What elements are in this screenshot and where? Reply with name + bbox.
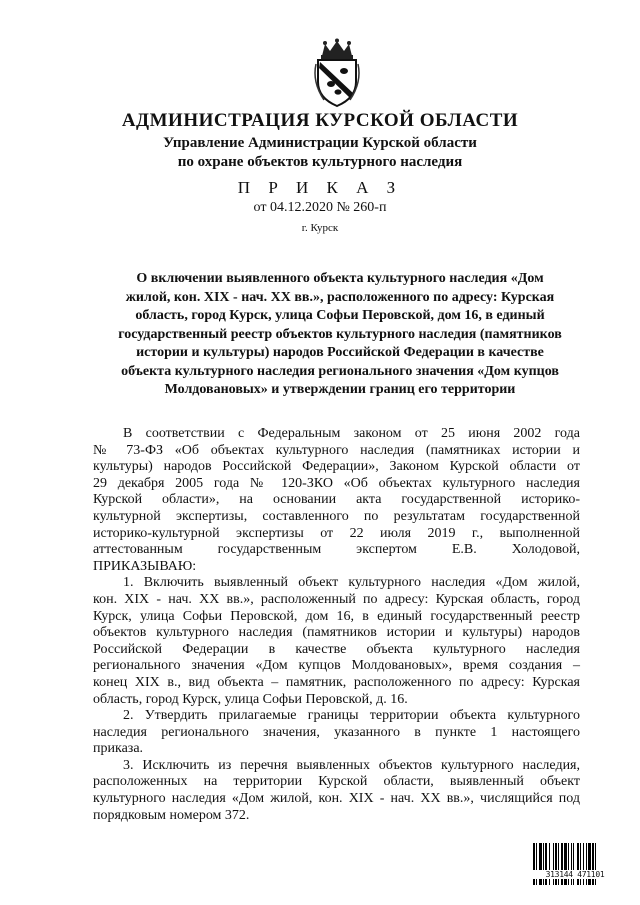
subject-line: жилой, кон. XIX - нач. XX вв.», расположенного по адресу: Курская <box>125 289 555 305</box>
body-line: В соответствии с Федеральным законом от 25 июня 2002 года <box>123 426 580 441</box>
body-line: порядковым номером 372. <box>93 807 250 823</box>
subject-line: истории и культуры) народов Российской Федерации в качестве <box>136 345 544 360</box>
subject-line: государственный реестр объектов культурного наследия (памятников <box>118 326 562 342</box>
body-line: культурной экспертизы, составленного по результатам государственной <box>93 508 580 524</box>
order-city: г. Курск <box>301 222 339 234</box>
body-line: регионального значения «Дом купцов Молдовановых», время создания – <box>93 658 580 674</box>
order-date-number: от 04.12.2020 № 260-п <box>253 200 387 215</box>
body-line: кон. XIX - нач. XX вв.», расположенный по адресу: Курская область, город <box>93 591 580 607</box>
body-line: историко-культурной экспертизы от 22 июля 2019 г., выполненной <box>93 525 580 541</box>
body-line: культуры) народов Российской Федерации», Законом Курской области от <box>93 459 580 475</box>
body-line: 3. Исключить из перечня выявленных объектов культурного наследия, <box>123 757 580 773</box>
department-name <box>0 134 640 172</box>
body-line: культурного наследия «Дом жилой, кон. XIX - нач. XX вв.», числящийся под <box>93 791 580 807</box>
body-line: наследия регионального значения, указанного в пункте 1 настоящего <box>93 724 580 740</box>
body-line: расположенных на территории Курской области, выявленный объект <box>93 774 580 790</box>
body-line: 2. Утвердить прилагаемые границы территории объекта культурного <box>123 708 580 724</box>
body-line: аттестованным государственным экспертом Е.В. Холодовой, <box>93 542 580 558</box>
coat-of-arms-icon <box>310 38 364 108</box>
body-line: приказа. <box>93 741 144 757</box>
body-line: 1. Включить выявленный объект культурного наследия «Дом жилой, <box>123 575 580 591</box>
subject-line: область, город Курск, улица Софьи Перовской, дом 16, в единый <box>135 308 545 323</box>
department-line-1: Управление Администрации Курской области <box>163 135 477 151</box>
body-line: Российской Федерации в качестве объекта культурного наследия <box>93 641 580 657</box>
body-line: конец XIX в., вид объекта – памятник, расположенного по адресу: Курская <box>93 674 580 690</box>
subject-line: объекта культурного наследия регионального значения «Дом купцов <box>121 363 559 379</box>
body-line: 29 декабря 2005 года № 120-ЗКО «Об объектах культурного наследия <box>93 475 580 491</box>
organization-title: АДМИНИСТРАЦИЯ КУРСКОЙ ОБЛАСТИ <box>121 110 519 131</box>
body-line: № 73-ФЗ «Об объектах культурного наследия (памятниках истории и <box>93 442 580 458</box>
subject-line: Молдовановых» и утверждении границ его территории <box>164 382 516 397</box>
body-line: Курской области», на основании акта государственной историко- <box>93 492 580 508</box>
body-line: Курск, улица Софьи Перовской, дом 16, в единый государственный реестр <box>93 608 580 624</box>
order-subject <box>100 270 580 400</box>
order-body <box>93 426 580 824</box>
barcode-digits: 313144 471101 <box>530 870 620 879</box>
body-line: область, город Курск, улица Софьи Перовской, д. 16. <box>93 691 408 707</box>
order-title: П Р И К А З <box>237 178 403 197</box>
subject-line: О включении выявленного объекта культурного наследия «Дом <box>136 271 544 286</box>
body-line: объектов культурного наследия (памятников истории и культуры) народов <box>93 625 580 641</box>
department-line-2: по охране объектов культурного наследия <box>177 154 463 170</box>
body-line-order-word: ПРИКАЗЫВАЮ: <box>93 558 197 574</box>
